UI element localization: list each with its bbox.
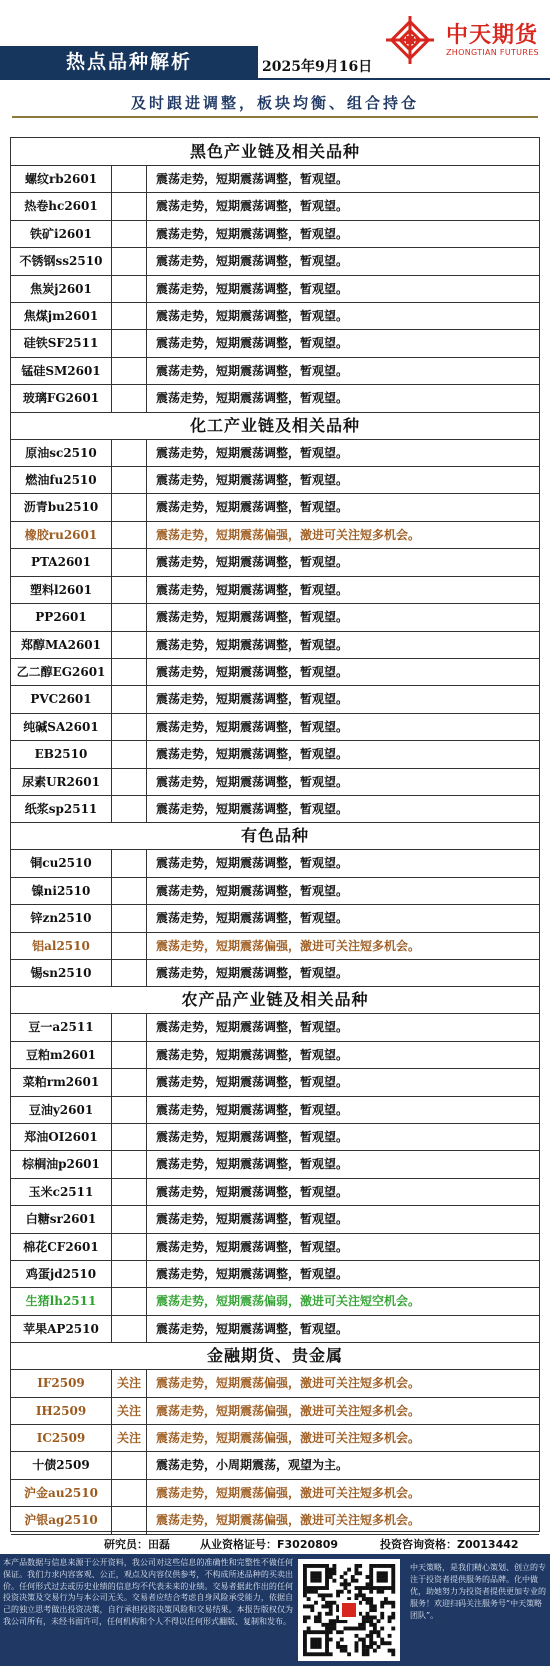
instrument-name: 螺纹rb2601	[11, 166, 112, 192]
analysis-comment: 震荡走势，短期震荡调整，暂观望。	[156, 883, 349, 898]
focus-tag	[112, 276, 147, 302]
table-row	[11, 960, 539, 987]
focus-tag	[112, 1452, 147, 1478]
researcher-license: 从业资格证号：F3020809	[200, 1538, 339, 1551]
analysis-comment: 震荡走势，短期震荡调整，暂观望。	[156, 747, 349, 762]
analysis-comment: 震荡走势，短期震荡调整，暂观望。	[156, 1102, 349, 1117]
analysis-comment: 震荡走势，短期震荡调整，暂观望。	[156, 1321, 349, 1336]
instrument-name: PP2601	[11, 604, 112, 630]
focus-tag	[112, 1261, 147, 1287]
table-row	[11, 1151, 539, 1178]
instrument-name: 沥青bu2510	[11, 494, 112, 520]
analysis-comment: 震荡走势，短期震荡调整，暂观望。	[156, 172, 349, 186]
analysis-comment: 震荡走势，短期震荡偏强，激进可关注短多机会。	[156, 1403, 421, 1418]
section-header: 黑色产业链及相关品种	[11, 138, 539, 166]
instrument-name: 锡sn2510	[11, 960, 112, 986]
table-row	[11, 385, 539, 412]
focus-tag	[112, 440, 147, 466]
analysis-comment: 震荡走势，短期震荡调整，暂观望。	[156, 555, 349, 570]
table-row	[11, 632, 539, 659]
instrument-name: 豆粕m2601	[11, 1042, 112, 1068]
report-header	[0, 0, 550, 84]
focus-tag	[112, 686, 147, 712]
instrument-name: 焦炭j2601	[11, 276, 112, 302]
table-row	[11, 1452, 539, 1479]
analysis-comment: 震荡走势，短期震荡调整，暂观望。	[156, 391, 349, 406]
brand-intro-text: 中天策略，是我们精心策划、创立的专注于投资者提供服务的品牌。化中做优，助她努力为投资者提供更加专业的服务！欢迎扫码关注服务号“中天策略团队”。	[410, 1563, 546, 1620]
focus-tag	[112, 796, 147, 822]
focus-tag	[112, 330, 147, 356]
table-row	[11, 577, 539, 604]
analysis-comment: 震荡走势，短期震荡偏强，激进可关注短多机会。	[156, 1485, 421, 1500]
instrument-name: 生猪lh2511	[11, 1288, 112, 1314]
instrument-name: 郑醇MA2601	[11, 632, 112, 658]
logo-chinese-name: 中天期货	[446, 23, 539, 48]
focus-tag	[112, 1206, 147, 1232]
focus-tag	[112, 1234, 147, 1260]
focus-tag	[112, 878, 147, 904]
analysis-comment: 震荡走势，短期震荡调整，暂观望。	[156, 226, 349, 241]
researcher-info	[0, 1534, 550, 1552]
table-row	[11, 440, 539, 467]
instrument-name: 玻璃FG2601	[11, 385, 112, 411]
analysis-comment: 震荡走势，短期震荡调整，暂观望。	[156, 801, 349, 816]
table-row	[11, 741, 539, 768]
focus-tag	[112, 1179, 147, 1205]
researcher-name: 研究员：田磊	[104, 1538, 170, 1551]
table-row	[11, 1316, 539, 1343]
table-row	[11, 604, 539, 631]
focus-tag	[112, 193, 147, 219]
instrument-name: 塑料l2601	[11, 577, 112, 603]
section-header: 农产品产业链及相关品种	[11, 987, 539, 1014]
focus-tag	[112, 905, 147, 931]
analysis-comment: 震荡走势，短期震荡调整，暂观望。	[156, 363, 349, 378]
focus-tag	[112, 1069, 147, 1095]
analysis-comment: 震荡走势，短期震荡偏弱，激进可关注短空机会。	[156, 1294, 421, 1309]
instrument-name: 不锈钢ss2510	[11, 248, 112, 274]
table-row	[11, 303, 539, 330]
table-row	[11, 1042, 539, 1069]
focus-tag	[112, 303, 147, 329]
analysis-comment: 震荡走势，短期震荡偏强，激进可关注短多机会。	[156, 1376, 421, 1391]
focus-tag	[112, 1288, 147, 1314]
section-header: 化工产业链及相关品种	[11, 413, 539, 440]
instrument-name: 郑油OI2601	[11, 1124, 112, 1150]
analysis-comment: 震荡走势，短期震荡调整，暂观望。	[156, 1157, 349, 1172]
instrument-name: 豆一a2511	[11, 1014, 112, 1040]
analysis-comment: 震荡走势，短期震荡调整，暂观望。	[156, 281, 349, 296]
instrument-name: 苹果AP2510	[11, 1316, 112, 1342]
focus-tag: 关注	[112, 1370, 147, 1396]
disclaimer-text: 本产品数据与信息来源于公开资料，我公司对这些信息的准确性和完整性不做任何保证。我们力求内容客观、公正，观点及内容仅供参考，不构成所述品种的买卖出价。任何形式过去或历史业绩的信息均不代表未来的业绩。交易者据此作出的任何投资决策及交易行为与本公司无关。交易者应结合考虑自身风险承受能力，依据自己的独立思考做出投资决策，自行承担投资决策风险和交易结果。本报告版权仅为我公司所有，未经书面许可，任何机构和个人不得以任何形式翻版、复制和发布。	[3, 1558, 293, 1626]
analysis-comment: 震荡走势，短期震荡调整，暂观望。	[156, 911, 349, 926]
instrument-name: 鸡蛋jd2510	[11, 1261, 112, 1287]
table-row	[11, 1206, 539, 1233]
strategy-slogan: 及时跟进调整，板块均衡、组合持仓	[130, 94, 419, 112]
slogan-divider	[12, 116, 538, 118]
analysis-comment: 震荡走势，短期震荡调整，暂观望。	[156, 1267, 349, 1282]
instrument-name: PVC2601	[11, 686, 112, 712]
analysis-comment: 震荡走势，短期震荡调整，暂观望。	[156, 473, 349, 488]
instrument-name: 硅铁SF2511	[11, 330, 112, 356]
instrument-name: PTA2601	[11, 549, 112, 575]
instrument-name: 焦煤jm2601	[11, 303, 112, 329]
instrument-name: 纸浆sp2511	[11, 796, 112, 822]
focus-tag	[112, 248, 147, 274]
table-row	[11, 1370, 539, 1397]
analysis-comment: 震荡走势，短期震荡调整，暂观望。	[156, 1047, 349, 1062]
analysis-comment: 震荡走势，小周期震荡，观望为主。	[156, 1458, 349, 1473]
analysis-comment: 震荡走势，短期震荡调整，暂观望。	[156, 1075, 349, 1090]
table-row	[11, 522, 539, 549]
focus-tag	[112, 1124, 147, 1150]
analysis-comment: 震荡走势，短期震荡调整，暂观望。	[156, 445, 349, 460]
instrument-name: 白糖sr2601	[11, 1206, 112, 1232]
instrument-name: 沪金au2510	[11, 1480, 112, 1506]
analysis-comment: 震荡走势，短期震荡调整，暂观望。	[156, 692, 349, 707]
section-header: 有色品种	[11, 823, 539, 850]
qr-code-icon	[298, 1559, 400, 1661]
focus-tag	[112, 522, 147, 548]
instrument-name: 铝al2510	[11, 933, 112, 959]
analysis-comment: 震荡走势，短期震荡调整，暂观望。	[156, 1020, 349, 1035]
zhongtian-logo-icon	[384, 14, 436, 66]
focus-tag: 关注	[112, 1425, 147, 1451]
focus-tag	[112, 1480, 147, 1506]
analysis-comment: 震荡走势，短期震荡调整，暂观望。	[156, 856, 349, 871]
instrument-name: 镍ni2510	[11, 878, 112, 904]
instrument-name: EB2510	[11, 741, 112, 767]
analysis-comment: 震荡走势，短期震荡调整，暂观望。	[156, 965, 349, 980]
researcher-consult: 投资咨询资格：Z0013442	[380, 1538, 519, 1551]
analysis-comment: 震荡走势，短期震荡调整，暂观望。	[156, 336, 349, 351]
focus-tag	[112, 769, 147, 795]
focus-tag	[112, 1507, 147, 1533]
instrument-name: 尿素UR2601	[11, 769, 112, 795]
table-row	[11, 878, 539, 905]
table-row	[11, 686, 539, 713]
logo-english-name: ZHONGTIAN FUTURES	[446, 48, 539, 57]
focus-tag	[112, 577, 147, 603]
instrument-name: 乙二醇EG2601	[11, 659, 112, 685]
analysis-comment: 震荡走势，短期震荡调整，暂观望。	[156, 1130, 349, 1144]
instrument-name: 热卷hc2601	[11, 193, 112, 219]
instrument-name: 原油sc2510	[11, 440, 112, 466]
analysis-comment: 震荡走势，短期震荡偏强，激进可关注短多机会。	[156, 938, 421, 953]
table-row	[11, 1507, 539, 1534]
analysis-comment: 震荡走势，短期震荡调整，暂观望。	[156, 610, 349, 625]
instrument-name: 棕榈油p2601	[11, 1151, 112, 1177]
focus-tag	[112, 221, 147, 247]
table-row	[11, 1234, 539, 1261]
table-row	[11, 549, 539, 576]
table-row	[11, 1480, 539, 1507]
table-row	[11, 1425, 539, 1452]
focus-tag	[112, 1097, 147, 1123]
header-divider	[0, 78, 550, 80]
analysis-comment: 震荡走势，短期震荡偏强，激进可关注短多机会。	[156, 527, 421, 542]
report-date: 2025年9月16日	[262, 59, 373, 75]
focus-tag	[112, 632, 147, 658]
analysis-comment: 震荡走势，短期震荡调整，暂观望。	[156, 309, 349, 324]
table-row	[11, 221, 539, 248]
focus-tag	[112, 1042, 147, 1068]
instrument-name: 铜cu2510	[11, 850, 112, 876]
table-row	[11, 850, 539, 877]
analysis-comment: 震荡走势，短期震荡调整，暂观望。	[156, 637, 349, 652]
focus-tag	[112, 1014, 147, 1040]
instrument-name: 十债2509	[11, 1452, 112, 1478]
table-row	[11, 1261, 539, 1288]
table-row	[11, 796, 539, 823]
focus-tag	[112, 549, 147, 575]
instrument-name: 豆油y2601	[11, 1097, 112, 1123]
focus-tag	[112, 604, 147, 630]
instrument-name: 锌zn2510	[11, 905, 112, 931]
analysis-comment: 震荡走势，短期震荡调整，暂观望。	[156, 500, 349, 515]
analysis-comment: 震荡走势，短期震荡偏强，激进可关注短多机会。	[156, 1513, 421, 1528]
focus-tag	[112, 385, 147, 411]
analysis-comment: 震荡走势，短期震荡调整，暂观望。	[156, 1239, 349, 1254]
focus-tag	[112, 741, 147, 767]
analysis-comment: 震荡走势，短期震荡调整，暂观望。	[156, 199, 349, 214]
focus-tag	[112, 659, 147, 685]
instrument-name: IF2509	[11, 1370, 112, 1396]
table-row	[11, 1179, 539, 1206]
table-row	[11, 1069, 539, 1096]
table-row	[11, 1097, 539, 1124]
instrument-name: 燃油fu2510	[11, 467, 112, 493]
analysis-comment: 震荡走势，短期震荡调整，暂观望。	[156, 664, 349, 679]
analysis-comment: 震荡走势，短期震荡调整，暂观望。	[156, 1184, 349, 1199]
instrument-name: 棉花CF2601	[11, 1234, 112, 1260]
company-logo	[384, 14, 544, 66]
table-row	[11, 1398, 539, 1425]
analysis-comment: 震荡走势，短期震荡调整，暂观望。	[156, 254, 349, 269]
table-row	[11, 193, 539, 220]
report-title: 热点品种解析	[0, 46, 258, 78]
analysis-comment: 震荡走势，短期震荡调整，暂观望。	[156, 1212, 349, 1227]
table-row	[11, 933, 539, 960]
instrument-name: 铁矿i2601	[11, 221, 112, 247]
instrument-name: 沪银ag2510	[11, 1507, 112, 1533]
instrument-name: 菜粕rm2601	[11, 1069, 112, 1095]
focus-tag	[112, 1151, 147, 1177]
focus-tag	[112, 166, 147, 192]
table-row	[11, 769, 539, 796]
instrument-name: IH2509	[11, 1398, 112, 1424]
table-row	[11, 659, 539, 686]
instrument-name: 锰硅SM2601	[11, 358, 112, 384]
table-row	[11, 714, 539, 741]
focus-tag	[112, 467, 147, 493]
table-row	[11, 1014, 539, 1041]
table-row	[11, 494, 539, 521]
section-header: 金融期货、贵金属	[11, 1343, 539, 1370]
instrument-name: 纯碱SA2601	[11, 714, 112, 740]
report-footer	[0, 1554, 550, 1666]
analysis-table	[10, 137, 540, 1532]
focus-tag	[112, 850, 147, 876]
instrument-name: 橡胶ru2601	[11, 522, 112, 548]
table-row	[11, 905, 539, 932]
focus-tag	[112, 960, 147, 986]
focus-tag	[112, 358, 147, 384]
table-row	[11, 166, 539, 193]
analysis-comment: 震荡走势，短期震荡调整，暂观望。	[156, 719, 349, 734]
instrument-name: 玉米c2511	[11, 1179, 112, 1205]
table-row	[11, 1124, 539, 1151]
instrument-name: IC2509	[11, 1425, 112, 1451]
table-row	[11, 248, 539, 275]
focus-tag	[112, 1316, 147, 1342]
focus-tag: 关注	[112, 1398, 147, 1424]
focus-tag	[112, 714, 147, 740]
table-row	[11, 276, 539, 303]
table-row	[11, 467, 539, 494]
focus-tag	[112, 494, 147, 520]
analysis-comment: 震荡走势，短期震荡调整，暂观望。	[156, 582, 349, 597]
focus-tag	[112, 933, 147, 959]
analysis-comment: 震荡走势，短期震荡调整，暂观望。	[156, 774, 349, 789]
table-row	[11, 330, 539, 357]
table-row	[11, 358, 539, 385]
table-row	[11, 1288, 539, 1315]
analysis-comment: 震荡走势，短期震荡偏强，激进可关注短多机会。	[156, 1431, 421, 1446]
